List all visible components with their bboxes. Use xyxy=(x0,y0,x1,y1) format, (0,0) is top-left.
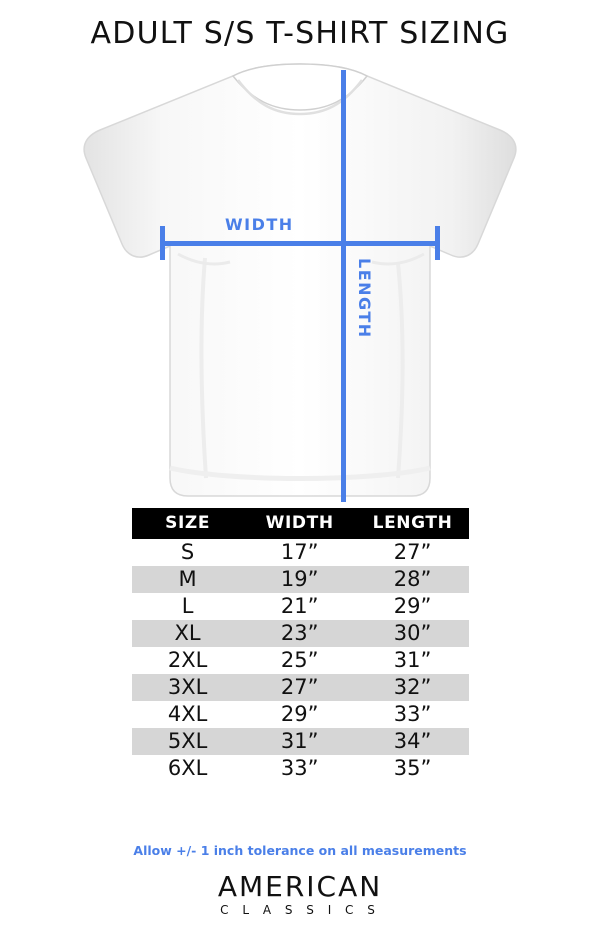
length-label: LENGTH xyxy=(355,258,374,339)
cell-length: 30” xyxy=(356,620,469,647)
cell-size: 5XL xyxy=(132,728,243,755)
cell-length: 32” xyxy=(356,674,469,701)
cell-length: 33” xyxy=(356,701,469,728)
width-label: WIDTH xyxy=(225,215,294,234)
cell-size: 3XL xyxy=(132,674,243,701)
cell-size: XL xyxy=(132,620,243,647)
tolerance-note: Allow +/- 1 inch tolerance on all measurements xyxy=(133,843,467,858)
cell-width: 23” xyxy=(243,620,356,647)
cell-width: 27” xyxy=(243,674,356,701)
tshirt-diagram xyxy=(0,58,600,503)
column-header-width: WIDTH xyxy=(243,508,356,539)
table-row xyxy=(132,755,469,782)
cell-width: 29” xyxy=(243,701,356,728)
table-row xyxy=(132,620,469,647)
table-row xyxy=(132,701,469,728)
cell-length: 31” xyxy=(356,647,469,674)
cell-size: 2XL xyxy=(132,647,243,674)
tshirt-illustration-icon xyxy=(0,58,600,503)
brand-subtitle: C L A S S I C S xyxy=(220,903,380,917)
size-table xyxy=(132,508,469,782)
cell-size: 6XL xyxy=(132,755,243,782)
width-measure-line xyxy=(160,241,440,246)
cell-size: S xyxy=(132,539,243,566)
cell-length: 34” xyxy=(356,728,469,755)
cell-size: 4XL xyxy=(132,701,243,728)
width-measure-cap-left xyxy=(160,226,165,260)
cell-length: 28” xyxy=(356,566,469,593)
length-measure-line xyxy=(341,70,346,502)
column-header-size: SIZE xyxy=(132,508,243,539)
page-title: ADULT S/S T-SHIRT SIZING xyxy=(90,16,510,51)
cell-width: 33” xyxy=(243,755,356,782)
table-row xyxy=(132,674,469,701)
cell-width: 25” xyxy=(243,647,356,674)
table-header-row xyxy=(132,508,469,539)
cell-length: 35” xyxy=(356,755,469,782)
cell-width: 31” xyxy=(243,728,356,755)
cell-size: L xyxy=(132,593,243,620)
cell-size: M xyxy=(132,566,243,593)
cell-length: 27” xyxy=(356,539,469,566)
table-row xyxy=(132,593,469,620)
cell-width: 21” xyxy=(243,593,356,620)
table-row xyxy=(132,647,469,674)
table-row xyxy=(132,566,469,593)
table-row xyxy=(132,728,469,755)
table-row xyxy=(132,539,469,566)
cell-width: 19” xyxy=(243,566,356,593)
width-measure-cap-right xyxy=(435,226,440,260)
column-header-length: LENGTH xyxy=(356,508,469,539)
cell-length: 29” xyxy=(356,593,469,620)
cell-width: 17” xyxy=(243,539,356,566)
brand-name: AMERICAN xyxy=(217,870,383,903)
